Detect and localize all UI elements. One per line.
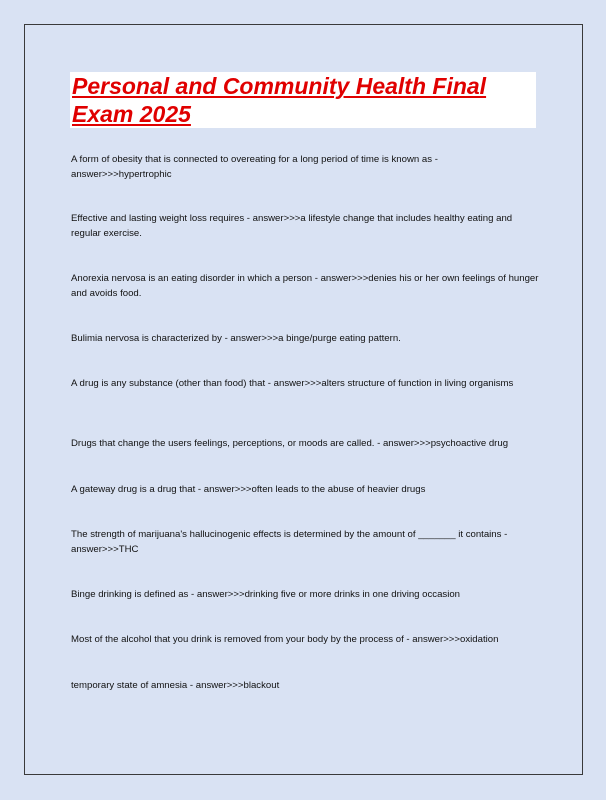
page-title: Personal and Community Health Final Exam 2025 [72, 73, 487, 127]
qa-item-5: A drug is any substance (other than food) that - answer>>>alters structure of function in living organisms [71, 378, 514, 389]
qa-item-1: A form of obesity that is connected to overeating for a long period of time is known as - answer>>>hypertrophic [71, 154, 438, 180]
qa-item-7: A gateway drug is a drug that - answer>>>often leads to the abuse of heavier drugs [71, 484, 426, 495]
qa-item-2: Effective and lasting weight loss requires - answer>>>a lifestyle change that includes healthy eating and regular exercise. [71, 213, 513, 239]
qa-item-3: Anorexia nervosa is an eating disorder in which a person - answer>>>denies his or her own feelings of hunger and avoids food. [71, 273, 539, 299]
page-border [24, 24, 583, 775]
qa-item-10: Most of the alcohol that you drink is removed from your body by the process of - answer>>>oxidation [71, 634, 499, 645]
qa-item-6: Drugs that change the users feelings, perceptions, or moods are called. - answer>>>psychoactive drug [71, 438, 509, 449]
qa-item-11: temporary state of amnesia - answer>>>blackout [71, 680, 280, 691]
qa-item-8: The strength of marijuana's hallucinogenic effects is determined by the amount of _______ it contains - answer>>>THC [71, 529, 508, 555]
qa-item-4: Bulimia nervosa is characterized by - answer>>>a binge/purge eating pattern. [71, 333, 401, 344]
qa-item-9: Binge drinking is defined as - answer>>>drinking five or more drinks in one driving occasion [71, 589, 461, 600]
title-box [70, 72, 536, 128]
